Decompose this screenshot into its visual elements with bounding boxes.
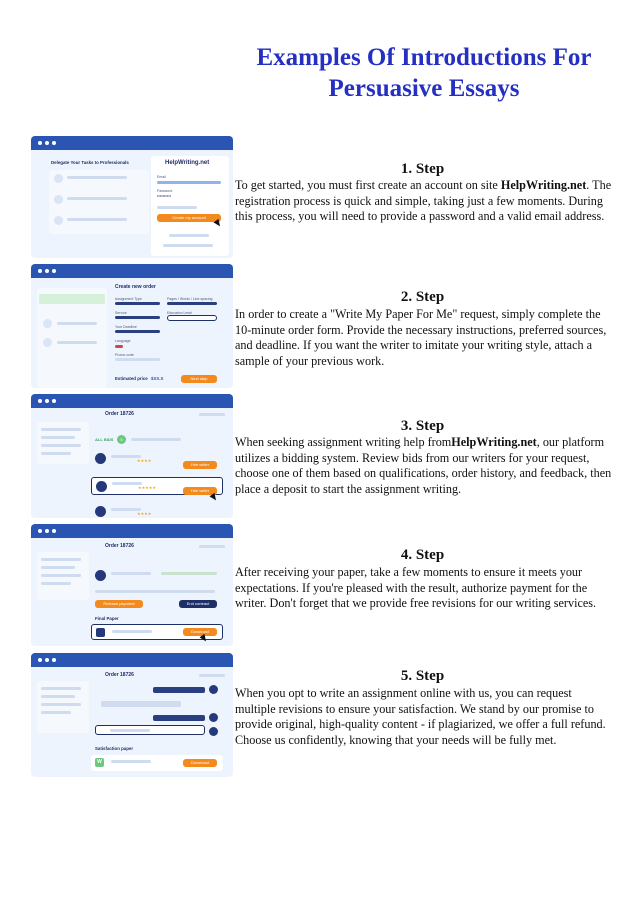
writer-avatar — [95, 506, 106, 517]
step-heading: 5. Step — [400, 668, 445, 684]
user-avatar — [209, 685, 218, 694]
email-field[interactable] — [157, 181, 221, 184]
site-name: HelpWriting.net — [500, 178, 587, 192]
password-field[interactable]: •••••••••• — [157, 193, 172, 198]
service-select[interactable] — [115, 316, 160, 319]
assignment-type-select[interactable] — [115, 302, 160, 305]
order-details — [37, 422, 89, 464]
window-dot-icon — [38, 399, 42, 403]
window-dot-icon — [45, 141, 49, 145]
window-dot-icon — [52, 529, 56, 533]
estimated-price: $XX.X — [151, 376, 164, 381]
step-heading: 4. Step — [400, 547, 445, 563]
step-text: When you opt to write an assignment online with us, you can request multiple revisions to ensure your satisfaction. We stand by our promise to provide original, high-quality content - if plagiarized, we offer a full refund. Choose us confidently, knowing that your needs will be fully met. — [235, 686, 606, 747]
illustration-bids: Order 18726 ALL BIDS 5 ★★★★ Hire writer ★★★★★ Hire writer ★★★★ — [31, 394, 233, 518]
next-step-button[interactable]: Next step — [181, 375, 217, 383]
hire-writer-button[interactable]: Hire writer — [183, 461, 217, 469]
window-bar — [31, 264, 233, 278]
education-select[interactable] — [167, 315, 217, 321]
chat-message — [101, 701, 181, 707]
release-payment-button[interactable]: Release payment — [95, 600, 143, 608]
site-name: HelpWriting.net — [451, 435, 537, 449]
step-heading: 1. Step — [400, 161, 445, 177]
flag-icon — [115, 345, 123, 348]
step-heading: 3. Step — [400, 418, 445, 434]
window-dot-icon — [45, 269, 49, 273]
writer-avatar — [95, 570, 106, 581]
signup-form: HelpWriting.net Email Password •••••••••• Create my account — [151, 156, 229, 256]
illustration-signup — [31, 136, 233, 258]
step-text: After receiving your paper, take a few moments to ensure it meets your expectations. If you're pleased with the result, authorize payment for the writer. Don't forget that we provide free revisions for our writing services. — [235, 565, 597, 611]
window-dot-icon — [52, 658, 56, 662]
hire-writer-button[interactable]: Hire writer — [183, 487, 217, 495]
window-dot-icon — [38, 269, 42, 273]
illustration-payment: Order 18726 Release payment End contract Final Paper Download — [31, 524, 233, 646]
order-heading: Order 18726 — [105, 411, 134, 417]
writer-avatar — [95, 453, 106, 464]
window-dot-icon — [38, 529, 42, 533]
window-dot-icon — [52, 269, 56, 273]
window-dot-icon — [52, 399, 56, 403]
document-title: Examples Of Introductions For Persuasive Essays — [256, 44, 592, 102]
order-details — [37, 552, 89, 600]
download-button[interactable]: Download — [183, 759, 217, 767]
window-dot-icon — [52, 141, 56, 145]
step-heading: 2. Step — [400, 289, 445, 305]
deadline-select[interactable] — [115, 330, 160, 333]
chat-message — [153, 687, 205, 693]
window-bar — [31, 136, 233, 150]
order-sidebar — [37, 288, 107, 388]
feature-list — [49, 170, 149, 234]
illustration-revisions: Order 18726 Satisfaction paper W Download — [31, 653, 233, 777]
window-bar — [31, 394, 233, 408]
order-heading: Create new order — [115, 284, 156, 290]
end-contract-button[interactable]: End contract — [179, 600, 217, 608]
rating-stars-icon: ★★★★ — [137, 511, 152, 516]
writer-avatar — [96, 481, 107, 492]
chat-message — [153, 715, 205, 721]
rating-stars-icon: ★★★★ — [137, 458, 152, 463]
window-bar — [31, 524, 233, 538]
illustration-order-form: Create new order Assignment Type Pages / Words / Line spacing Service Education Level Your Deadline Language Promo code Estimated price $XX.X Next step — [31, 264, 233, 388]
document-icon — [96, 628, 105, 637]
promo-field[interactable] — [115, 358, 160, 361]
feature-icon — [54, 216, 63, 225]
order-details — [37, 681, 89, 733]
pages-select[interactable] — [167, 302, 217, 305]
window-dot-icon — [45, 658, 49, 662]
window-dot-icon — [38, 658, 42, 662]
step-text: To get started, you must first create an account on site HelpWriting.net. The registration process is quick and simple, taking just a few moments. During this process, you will need to provide a password and a valid email address. — [235, 178, 612, 224]
bids-count-badge: 5 — [117, 435, 126, 444]
user-avatar — [209, 713, 218, 722]
cursor-icon — [214, 219, 223, 228]
download-button[interactable]: Download — [183, 628, 217, 636]
window-dot-icon — [45, 399, 49, 403]
logo: HelpWriting.net — [165, 160, 210, 166]
feature-icon — [54, 195, 63, 204]
step-text: When seeking assignment writing help fromHelpWriting.net, our platform utilizes a bidding system. Review bids from our writers for your request, choose one of them based on qualifications, order history, and feedback, then place a deposit to start the assignment writing. — [235, 435, 612, 496]
rating-stars-icon: ★★★★★ — [138, 485, 156, 490]
order-heading: Order 18726 — [105, 672, 134, 678]
document-icon: W — [95, 758, 104, 767]
card-heading: Delegate Your Tasks to Professionals — [51, 160, 129, 165]
window-dot-icon — [45, 529, 49, 533]
feature-icon — [54, 174, 63, 183]
order-heading: Order 18726 — [105, 543, 134, 549]
attachment-row[interactable] — [95, 725, 205, 735]
window-dot-icon — [38, 141, 42, 145]
user-avatar — [209, 727, 218, 736]
create-account-button[interactable]: Create my account — [157, 214, 221, 222]
step-text: In order to create a "Write My Paper For Me" request, simply complete the 10-minute order form. Provide the necessary instructions, preferred sources, and deadline. If you want the writer to imitate your writing style, attach a sample of your previous work. — [235, 307, 607, 368]
window-bar — [31, 653, 233, 667]
